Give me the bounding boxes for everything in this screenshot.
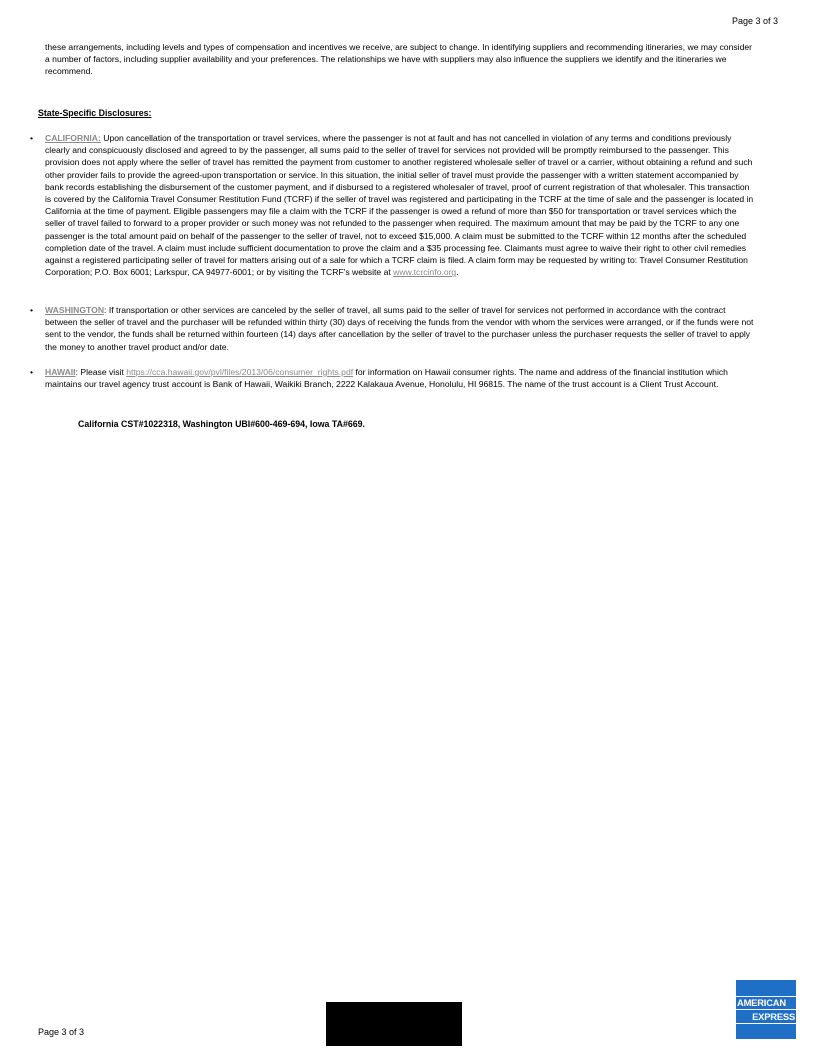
section-heading: State-Specific Disclosures: — [38, 108, 152, 118]
california-body: Upon cancellation of the transportation or travel services, where the passenger is not at fault and has not cancelled in violation of any terms and conditions previously clearly and conspicuously disclosed and agreed to by the passenger, all sums paid to the seller of travel for services not provided will be promptly reimbursed to the passenger. This provision does not apply where the seller of travel has remitted the payment from customer to another registered wholesale seller of travel or a carrier, without obtaining a refund and such other provider fails to provide the agreed-upon transportation or service. In this situation, the initial seller of travel must provide the passenger with a written statement accompanied by bank records establishing the disbursement of the customer payment, and if disbursed to a registered wholesaler of travel, proof of current registration of that wholesaler. This transaction is covered by the California Travel Consumer Restitution Fund (TCRF) if the seller of travel was registered and participating in the TCRF at the time of sale and the passenger is located in California at the time of payment. Eligible passengers may file a claim with the TCRF if the passenger is owed a refund of more than $50 for transportation or travel services which the seller of travel failed to forward to a proper provider or such money was not refunded to the passenger when required. The maximum amount that may be paid by the TCRF to any one passenger is the total amount paid on behalf of the passenger to the seller of travel, not to exceed $15,000. A claim must be submitted to the TCRF within 12 months after the scheduled completion date of the travel. A claim must include sufficient documentation to prove the claim and a $35 processing fee. Claimants must agree to waive their right to other civil remedies against a registered participating seller of travel for matters arising out of a sale for which a TCRF claim is filed. A claim form may be requested by writing to: Travel Consumer Restitution Corporation; P.O. Box 6001; Larkspur, CA 94977-6001; or by visiting the TCRF's website at — [45, 133, 754, 278]
hawaii-body-after: for information on Hawaii consumer rights. The name and address of the financial institution which maintains our travel agency trust account is Bank of Hawaii, Waikiki Branch, 2222 Kalakaua Avenue, Honolulu, HI 96815. The name of the trust account is a Client Trust Account. — [45, 367, 728, 390]
logo-line-1: AMERICAN — [737, 997, 786, 1008]
hawaii-link[interactable]: HAWAII — [45, 367, 76, 377]
california-end: . — [456, 267, 459, 278]
washington-link[interactable]: WASHINGTON — [45, 305, 105, 315]
washington-text — [45, 304, 757, 353]
bullet-icon: • — [30, 133, 34, 143]
license-numbers: California CST#1022318, Washington UBI#600-469-694, Iowa TA#669. — [78, 419, 365, 429]
tcrf-website-link[interactable]: www.tcrcinfo.org — [393, 267, 457, 278]
washington-body: : If transportation or other services are canceled by the seller of travel, all sums paid to the seller of travel for services not performed in accordance with the contract between the seller of travel and the purchaser will be refunded within thirty (30) days of receiving the funds from the vendor with whom the services were arranged, or if the funds were not sent to the vendor, the funds shall be returned within fourteen (14) days after cancellation by the seller of travel to the purchaser unless the purchaser requests the seller of travel to apply the money to another travel product and/or date. — [45, 305, 754, 352]
logo-line-2: EXPRESS — [752, 1011, 795, 1022]
california-text — [45, 132, 757, 278]
logo-band-middle — [736, 1009, 796, 1010]
california-link[interactable]: CALIFORNIA: — [45, 133, 101, 143]
logo-band-bottom — [736, 1023, 796, 1024]
page-number-bottom: Page 3 of 3 — [38, 1027, 85, 1037]
hawaii-consumer-rights-link[interactable]: https://cca.hawaii.gov/pvl/files/2013/06/consumer_rights.pdf — [126, 367, 354, 377]
california-disclosure — [30, 132, 757, 278]
washington-disclosure — [30, 304, 757, 353]
bullet-icon: • — [30, 367, 34, 377]
intro-paragraph: these arrangements, including levels and types of compensation and incentives we receive, are subject to change. In identifying suppliers and recommending itineraries, we may consider a number of factors, including supplier availability and your preferences. The relationships we have with suppliers may also influence the suppliers we identify and the itineraries we recommend. — [45, 42, 752, 77]
redaction-box — [326, 1002, 462, 1046]
hawaii-body-before: : Please visit — [75, 367, 127, 377]
hawaii-disclosure — [30, 366, 757, 390]
american-express-logo — [736, 980, 796, 1039]
bullet-icon: • — [30, 305, 34, 315]
hawaii-text — [45, 366, 757, 390]
page-number-top: Page 3 of 3 — [731, 16, 778, 26]
